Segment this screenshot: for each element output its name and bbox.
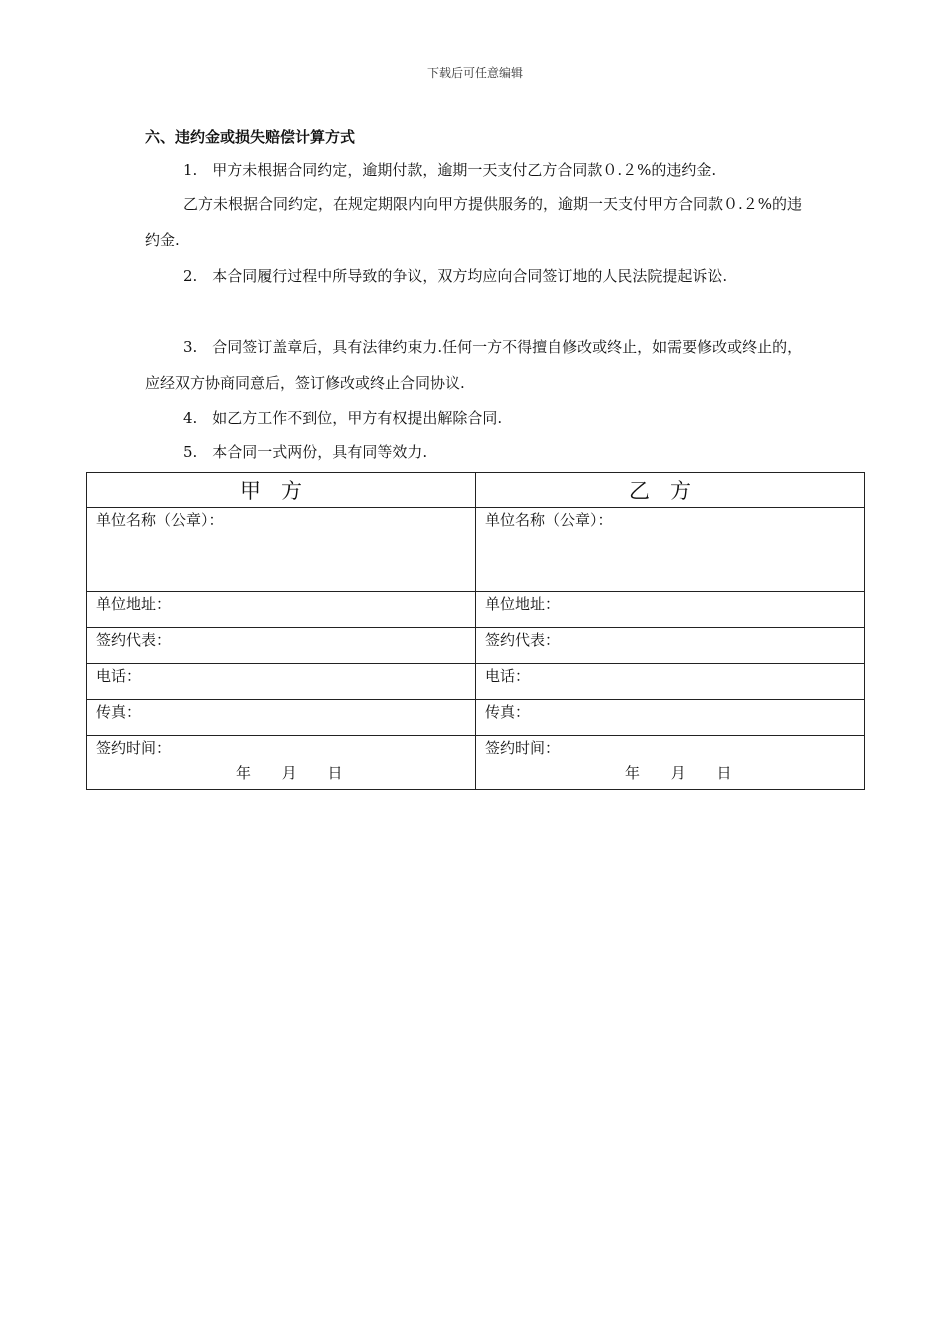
paragraph-1: 1. 甲方未根据合同约定，逾期付款，逾期一天支付乙方合同款０.２%的违约金. — [183, 161, 717, 179]
unit-address-label: 单位地址： — [485, 595, 561, 613]
party-b-sign-time-cell[interactable] — [476, 736, 865, 790]
party-b-phone-cell[interactable] — [476, 664, 865, 700]
party-b-fax-cell[interactable] — [476, 700, 865, 736]
paragraph-3: 3. 合同签订盖章后，具有法律约束力.任何一方不得擅自修改或终止，如需要修改或终止的，应经双方协商同意后，签订修改或终止合同协议. — [145, 338, 803, 392]
signature-table — [86, 472, 865, 790]
party-a-phone-cell[interactable] — [87, 664, 476, 700]
party-a-fax-cell[interactable] — [87, 700, 476, 736]
page-header: 下载后可任意编辑 — [426, 66, 523, 80]
party-a-representative-cell[interactable] — [87, 628, 476, 664]
unit-address-label: 单位地址： — [96, 595, 172, 613]
fax-label: 传真： — [485, 703, 531, 721]
paragraph-1b: 乙方未根据合同约定，在规定期限内向甲方提供服务的，逾期一天支付甲方合同款０.２%的违约金. — [145, 195, 803, 249]
unit-name-label: 单位名称（公章）： — [96, 511, 224, 529]
party-b-unit-name-cell[interactable] — [476, 508, 865, 592]
paragraph-5: 5. 本合同一式两份，具有同等效力. — [183, 443, 428, 461]
phone-label: 电话： — [96, 667, 142, 685]
party-b-representative-cell[interactable] — [476, 628, 865, 664]
representative-label: 签约代表： — [96, 631, 172, 649]
date-placeholder: 年 月 日 — [236, 764, 343, 782]
party-b-unit-address-cell[interactable] — [476, 592, 865, 628]
party-b-header: 乙方 — [476, 473, 865, 508]
date-placeholder: 年 月 日 — [625, 764, 732, 782]
paragraph-4: 4. 如乙方工作不到位，甲方有权提出解除合同. — [183, 409, 503, 427]
party-a-sign-time-cell[interactable] — [87, 736, 476, 790]
phone-label: 电话： — [485, 667, 531, 685]
sign-time-label: 签约时间： — [485, 739, 561, 757]
representative-label: 签约代表： — [485, 631, 561, 649]
fax-label: 传真： — [96, 703, 142, 721]
party-a-unit-address-cell[interactable] — [87, 592, 476, 628]
sign-time-label: 签约时间： — [96, 739, 172, 757]
party-a-header: 甲方 — [87, 473, 476, 508]
section-title: 六、违约金或损失赔偿计算方式 — [145, 128, 356, 146]
unit-name-label: 单位名称（公章）： — [485, 511, 613, 529]
party-a-unit-name-cell[interactable] — [87, 508, 476, 592]
paragraph-2: 2. 本合同履行过程中所导致的争议，双方均应向合同签订地的人民法院提起诉讼. — [183, 267, 728, 285]
